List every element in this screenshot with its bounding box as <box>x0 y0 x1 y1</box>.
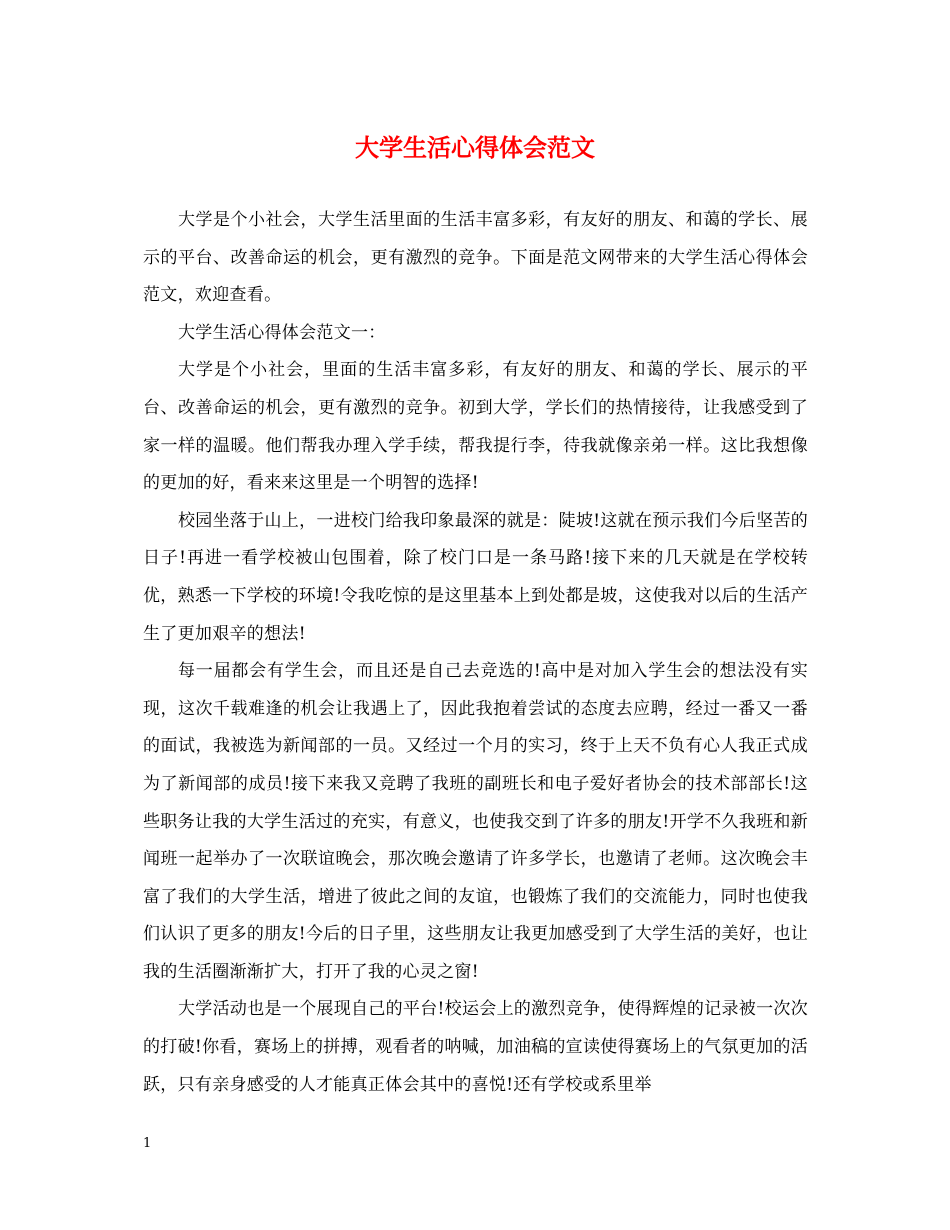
page-number: 1 <box>143 1136 152 1151</box>
paragraph-intro: 大学是个小社会，大学生活里面的生活丰富多彩，有友好的朋友、和蔼的学长、展示的平台、改善命运的机会，更有激烈的竞争。下面是范文网带来的大学生活心得体会范文，欢迎查看。 <box>143 210 808 306</box>
document-body <box>143 202 808 1104</box>
paragraph-student-union: 每一届都会有学生会，而且还是自己去竞选的!高中是对加入学生会的想法没有实现，这次千载难逢的机会让我遇上了，因此我抱着尝试的态度去应聘，经过一番又一番的面试，我被选为新闻部的一员。又经过一个月的实习，终于上天不负有心人我正式成为了新闻部的成员!接下来我又竞聘了我班的副班长和电子爱好者协会的技术部部长!这些职务让我的大学生活过的充实，有意义，也使我交到了许多的朋友!开学不久我班和新闻班一起举办了一次联谊晚会，那次晚会邀请了许多学长，也邀请了老师。这次晚会丰富了我们的大学生活，增进了彼此之间的友谊，也锻炼了我们的交流能力，同时也使我们认识了更多的朋友!今后的日子里，这些朋友让我更加感受到了大学生活的美好，也让我的生活圈渐渐扩大，打开了我的心灵之窗! <box>143 661 808 982</box>
paragraph-section-heading: 大学生活心得体会范文一： <box>178 322 386 343</box>
paragraph-activities: 大学活动也是一个展现自己的平台!校运会上的激烈竞争，使得辉煌的记录被一次次的打破!你看，赛场上的拼搏，观看者的呐喊，加油稿的宣读使得赛场上的气氛更加的活跃，只有亲身感受的人才能真正体会其中的喜悦!还有学校或系里举 <box>143 999 808 1095</box>
paragraph-arrival: 大学是个小社会，里面的生活丰富多彩，有友好的朋友、和蔼的学长、展示的平台、改善命运的机会，更有激烈的竞争。初到大学，学长们的热情接待，让我感受到了家一样的温暖。他们帮我办理入学手续，帮我提行李，待我就像亲弟一样。这比我想像的更加的好，看来来这里是一个明智的选择! <box>143 360 808 494</box>
document-title: 大学生活心得体会范文 <box>355 133 595 162</box>
paragraph-campus: 校园坐落于山上，一进校门给我印象最深的就是：陡坡!这就在预示我们今后坚苦的日子!再进一看学校被山包围着，除了校门口是一条马路!接下来的几天就是在学校转优，熟悉一下学校的环境!令我吃惊的是这里基本上到处都是坡，这使我对以后的生活产生了更加艰辛的想法! <box>143 510 808 644</box>
